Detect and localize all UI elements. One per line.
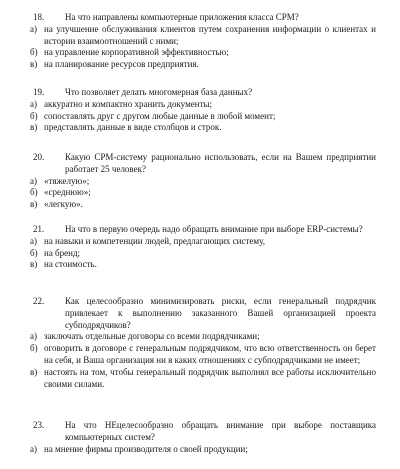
option-letter: б): [30, 110, 38, 121]
option-text: оговорить в договоре с генеральным подрядчиком, что всю ответственность он берет на себя, и Ваша организация ни в каких отношениях с субподрядчиками не имеет;: [44, 343, 376, 365]
option-text: на улучшение обслуживания клиентов путем сохранения информации о клиентах и истории взаимоотношений с ними;: [44, 23, 376, 46]
answer-option: [30, 24, 376, 48]
option-text: «тяжелую»;: [44, 175, 90, 186]
question-text: Какую CPM-систему рационально использовать, если на Вашем предприятии работает 25 человек?: [65, 152, 376, 174]
option-text: настоять на том, чтобы генеральный подрядчик выполнял все работы исключительно своими силами.: [44, 366, 376, 389]
option-text: на стоимость.: [44, 259, 97, 270]
option-text: на бренд;: [44, 247, 81, 258]
answer-option: [30, 331, 376, 343]
answer-option: [30, 248, 376, 260]
option-text: «легкую».: [44, 199, 83, 210]
option-letter: в): [30, 59, 38, 70]
question-number: 20.: [33, 152, 45, 162]
option-letter: в): [30, 366, 38, 377]
answer-option: [30, 199, 376, 211]
option-letter: а): [30, 175, 37, 186]
option-letter: а): [30, 23, 37, 34]
question-number: 23.: [33, 420, 45, 430]
question-22: [30, 296, 376, 390]
question-23: [30, 420, 376, 455]
option-text: представлять данные в виде столбцов и строк.: [44, 122, 222, 133]
answer-option: [30, 187, 376, 199]
option-text: сопоставлять друг с другом любые данные в любой момент;: [44, 110, 276, 121]
question-text: Что позволяет делать многомерная база данных?: [65, 87, 253, 97]
option-letter: в): [30, 199, 38, 210]
question-text: На что направлены компьютерные приложения класса CPM?: [65, 12, 299, 22]
question-number: 22.: [33, 296, 45, 306]
answer-option: [30, 176, 376, 188]
option-text: на управление корпоративной эффективностью;: [44, 47, 229, 58]
answer-option: [30, 444, 376, 456]
question-text: На что в первую очередь надо обращать внимание при выборе ERP-системы?: [65, 224, 363, 234]
answer-option: [30, 111, 376, 123]
answer-option: [30, 99, 376, 111]
answer-option: [30, 343, 376, 367]
option-text: на мнение фирмы производителя о своей продукции;: [44, 443, 248, 454]
question-19: [30, 87, 376, 134]
option-letter: в): [30, 259, 38, 270]
option-text: заключать отдельные договоры со всеми подрядчиками;: [44, 331, 260, 342]
answer-option: [30, 47, 376, 59]
answer-option: [30, 122, 376, 134]
option-letter: а): [30, 235, 37, 246]
option-letter: б): [30, 187, 38, 198]
option-letter: б): [30, 343, 38, 354]
option-letter: в): [30, 122, 38, 133]
option-letter: б): [30, 247, 38, 258]
answer-option: [30, 236, 376, 248]
question-text: На что НЕцелесообразно обращать внимание при выборе поставщика компьютерных систем?: [65, 420, 376, 442]
question-20: [30, 152, 376, 211]
question-text: Как целесообразно минимизировать риски, если генеральный подрядчик привлекает к выполнению заказанного Вашей организацией проекта субподрядчиков?: [65, 296, 376, 330]
question-21: [30, 224, 376, 271]
option-letter: а): [30, 443, 37, 454]
question-number: 18.: [33, 12, 45, 22]
option-letter: б): [30, 47, 38, 58]
question-number: 21.: [33, 224, 45, 234]
option-letter: а): [30, 98, 37, 109]
option-text: на планирование ресурсов предприятия.: [44, 59, 199, 70]
option-text: «среднюю»;: [44, 187, 91, 198]
answer-option: [30, 259, 376, 271]
question-18: [30, 12, 376, 71]
answer-option: [30, 367, 376, 391]
question-number: 19.: [33, 87, 45, 97]
option-text: на навыки и компетенции людей, предлагающих систему,: [44, 235, 265, 246]
option-letter: а): [30, 331, 37, 342]
option-text: аккуратно и компактно хранить документы;: [44, 98, 213, 109]
answer-option: [30, 59, 376, 71]
